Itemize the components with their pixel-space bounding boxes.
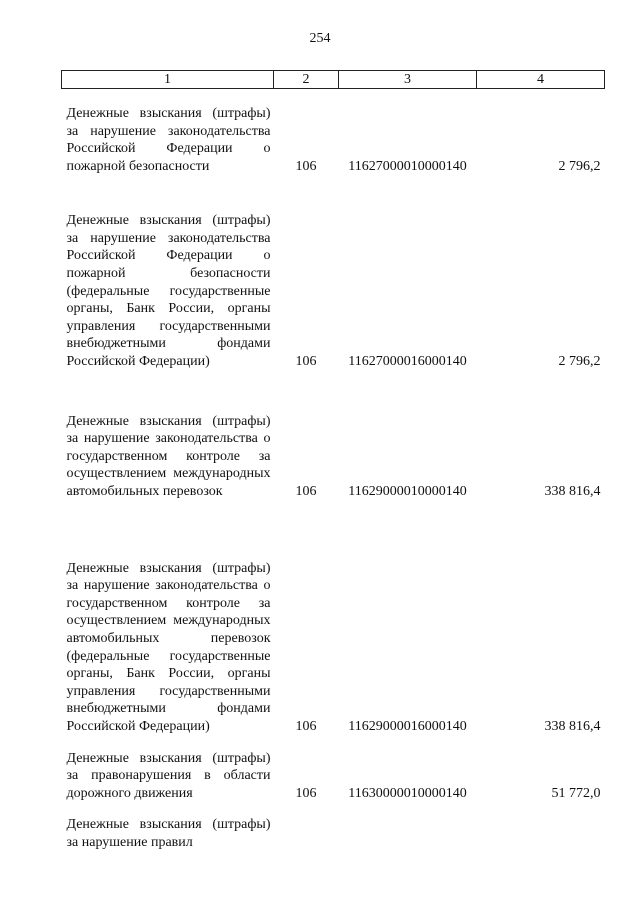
table-row (62, 816, 605, 851)
row-admin-code (274, 816, 339, 851)
row-budget-code: 11629000010000140 (348, 483, 467, 499)
row-description: Денежные взыскания (штрафы) за нарушение законодательства Российской Федерации о пожарной безопасности (федеральные государственные органы, Банк России, органы управления государственными внебюджетными фондами Российской Федерации) (66, 213, 271, 369)
budget-revenue-table (61, 70, 605, 851)
header-col-3: 3 (339, 71, 477, 89)
row-budget-code: 11627000010000140 (348, 158, 467, 174)
row-amount: 2 796,2 (558, 158, 601, 174)
row-budget-code: 11627000016000140 (348, 353, 467, 369)
row-admin-code: 106 (295, 483, 317, 499)
header-col-4: 4 (477, 71, 605, 89)
header-col-2: 2 (274, 71, 339, 89)
row-description: Денежные взыскания (штрафы) за нарушение законодательства Российской Федерации о пожарной безопасности (66, 106, 271, 174)
row-description: Денежные взыскания (штрафы) за правонарушения в области дорожного движения (66, 750, 271, 801)
table-row (62, 89, 605, 190)
row-budget-code: 11629000016000140 (348, 718, 467, 734)
table-row (62, 385, 605, 515)
row-admin-code: 106 (295, 785, 317, 801)
row-amount (477, 816, 605, 851)
row-admin-code: 106 (295, 158, 317, 174)
table-row (62, 515, 605, 750)
row-amount: 338 816,4 (544, 718, 601, 734)
row-admin-code: 106 (295, 718, 317, 734)
table-header-row (62, 71, 605, 89)
row-amount: 2 796,2 (558, 353, 601, 369)
table-row (62, 190, 605, 385)
row-amount: 51 772,0 (551, 785, 601, 801)
row-budget-code (339, 816, 477, 851)
table-row (62, 750, 605, 817)
row-description: Денежные взыскания (штрафы) за нарушение правил (66, 817, 271, 850)
row-description: Денежные взыскания (штрафы) за нарушение законодательства о государственном контроле за осуществлением международных автомобильных перевозок (федеральные государственные органы, Банк России, органы управления государственными внебюджетными фондами Российской Федерации) (66, 560, 271, 734)
page-number: 254 (309, 31, 331, 46)
row-description: Денежные взыскания (штрафы) за нарушение законодательства о государственном контроле за осуществлением международных автомобильных перевозок (66, 413, 271, 499)
row-budget-code: 11630000010000140 (348, 785, 467, 801)
row-admin-code: 106 (295, 353, 317, 369)
header-col-1: 1 (62, 71, 274, 89)
row-amount: 338 816,4 (544, 483, 601, 499)
